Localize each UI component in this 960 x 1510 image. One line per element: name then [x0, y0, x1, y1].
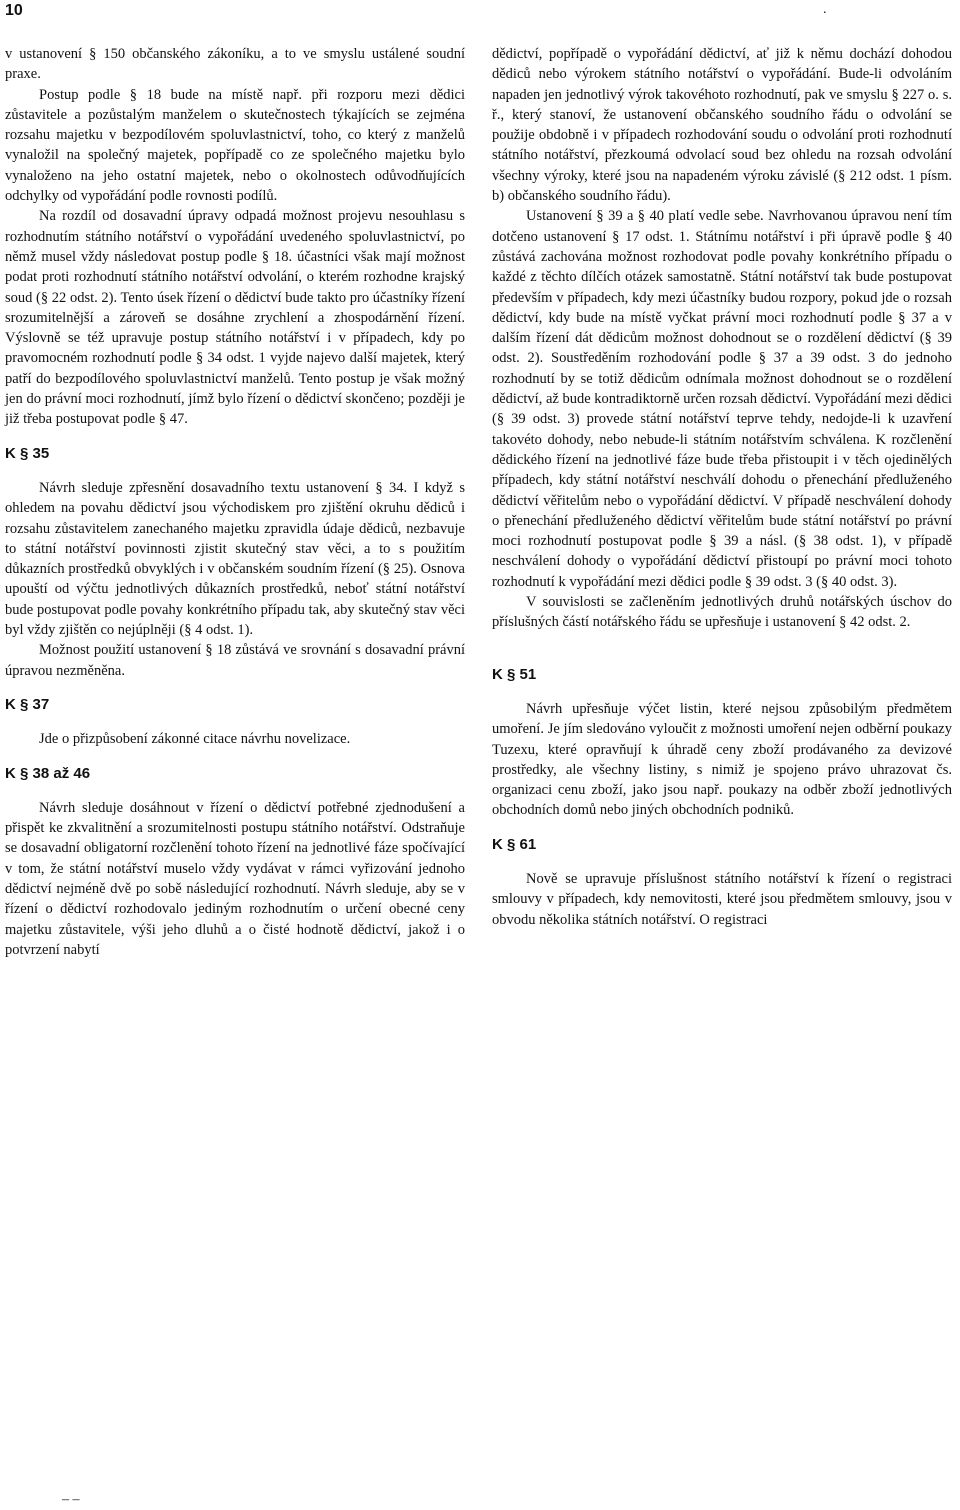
top-dot-mark: . — [823, 2, 827, 17]
page-number: 10 — [5, 2, 23, 19]
left-paragraph-1: v ustanovení § 150 občanského zákoníku, a to ve smyslu ustálené soudní praxe. — [5, 46, 465, 83]
bottom-dash-mark: – – — [62, 1492, 80, 1507]
section-heading-k35: K § 35 — [5, 444, 50, 462]
right-column — [492, 44, 952, 930]
left-paragraph-5: Možnost použití ustanovení § 18 zůstává ve srovnání s dosavadní právní úpravou nezměněna. — [5, 642, 465, 679]
left-paragraph-6: Jde o přizpůsobení zákonné citace návrhu novelizace. — [39, 731, 351, 748]
right-paragraph-1: dědictví, popřípadě o vypořádání dědictví, ať již k němu dochází dohodou dědiců nebo výrokem státního notářství o vypořádání. Bude-li odvoláním napaden jen jednotlivý výrok takovéhoto rozhodnutí, pak ve smyslu § 227 o. s. ř., který stanoví, že ustanovení občanského soudního řádu o odvolání se použije obdobně i v případech rozhodování soudu o odvolání proti rozhodnutí státního notářství, přezkoumá odvolací soud bez ohledu na rozsah odvolání všechny výroky, které jsou na napadeném výroku závislé (§ 212 odst. 1 písm. b) občanského soudního řádu). — [492, 46, 952, 205]
left-paragraph-3: Na rozdíl od dosavadní úpravy odpadá možnost projevu nesouhlasu s rozhodnutím státního notářství o vypořádání uvedeného spoluvlastnictví, po němž musel vždy následovat postup podle § 18. účastníci však mají možnost podat proti rozhodnutí státního notářství odvolání, o kterém rozhodne krajský soud (§ 22 odst. 2). Tento úsek řízení o dědictví bude takto pro účastníky řízení srozumitelnější a zároveň se dosáhne zrychlení a zhospodárnění řízení. Výslovně se též upravuje postup státního notářství i v případech, kdy po pravomocném rozhodnutí podle § 34 odst. 1 vyjde najevo další majetek, který patří do bezpodílového spoluvlastnictví manželů. Tento postup je však možný jen do právní moci rozhodnutí, jímž bylo řízení o dědictví skončeno; později je již třeba postupovat podle § 47. — [5, 208, 465, 428]
section-heading-k37: K § 37 — [5, 695, 50, 713]
section-heading-k61: K § 61 — [492, 835, 537, 853]
right-paragraph-4: Návrh upřesňuje výčet listin, které nejsou způsobilým předmětem umoření. Je jím sledováno vyloučit z možnosti umoření nejen odběrní poukazy Tuzexu, které opravňují k úhradě ceny zboží prodávaného za devizové prostředky, ale všechny listiny, s nimiž je spojeno právo uhrazovat čs. organizaci cenu zboží, jako jsou např. poukazy na odběr zboží jednotlivých obchodních domů nebo jiných obchodních podniků. — [492, 700, 952, 819]
right-paragraph-3: V souvislosti se začleněním jednotlivých druhů notářských úschov do příslušných částí notářského řádu se upřesňuje i ustanovení § 42 odst. 2. — [492, 594, 952, 631]
left-paragraph-2: Postup podle § 18 bude na místě např. při rozporu mezi dědici zůstavitele a pozůstalým manželem o skutečnostech týkajících se zejména rozsahu majetku v bezpodílovém spoluvlastnictví, toho, co který z manželů vynaložil na společný majetek, popřípadě co ze společného majetku bylo vynaloženo na jeho ostatní majetek, nebo o okolnostech odůvodňujících odchylky od vypořádání podle rovnosti podílů. — [5, 86, 465, 205]
section-heading-k38-46: K § 38 až 46 — [5, 764, 91, 782]
left-paragraph-7: Návrh sleduje dosáhnout v řízení o dědictví potřebné zjednodušení a přispět ke zkvalitnění a srozumitelnosti postupu státního notářství. Odstraňuje se dosavadní obligatorní rozčlenění tohoto řízení na jednotlivé fáze spočívající v tom, že státní notářství muselo vždy vydávat v rámci vyřizování jednoho dědictví nejméně dvě po sobě následující rozhodnutí. Návrh sleduje, aby se v řízení o dědictví rozhodovalo jediným rozhodnutím o určení obecné ceny majetku zůstavitele, výši jeho dluhů a o čisté hodnotě dědictví, jakož i o potvrzení nabytí — [5, 799, 465, 958]
left-column — [5, 44, 465, 960]
right-paragraph-2: Ustanovení § 39 a § 40 platí vedle sebe. Navrhovanou úpravou není tím dotčeno ustanovení § 17 odst. 1. Státnímu notářství i při úpravě podle § 40 zůstává zachována možnost rozhodovat podle povahy konkrétního případu o každé z těchto dílčích otázek samostatně. Státní notářství tak bude postupovat především v případech, kdy mezi účastníky budou rozpory, pokud jde o rozsah dědictví, kdy bude na místě vyčkat právní moci rozhodnutí podle § 37 a v dalším řízení dát dědicům možnost dohodnout se o rozdělení dědictví (§ 39 odst. 2). Soustředěním rozhodování podle § 37 a 39 odst. 3 do jednoho rozhodnutí by se totiž dědicům odnímala možnost dohodnout se o rozdělení dědictví, až bude kontradiktorně určen rozsah dědictví. Vypořádání mezi dědici (§ 39 odst. 3) provede státní notářství teprve tehdy, nedojde-li k uzavření takovéto dohody, nebo nebude-li státním notářstvím schválena. K rozčlenění dědického řízení na jednotlivé fáze bude třeba přistoupit i v těch ojedinělých případech, kdy státní notářství neschválí dohodu o přenechání předluženého dědictví věřitelům nebo o vypořádání dědictví. V případě neschválení dohody o přenechání předluženého dědictví věřitelům bude státní notářství po právní moci rozhodnutí postupovat podle § 39 a násl. (§ 38 odst. 1), v případě neschválení dohody o vypořádání dědictví přistoupí po právní moci tohoto rozhodnutí k vypořádání mezi dědici podle § 39 odst. 3 (§ 40 odst. 3). — [492, 208, 952, 590]
left-paragraph-4: Návrh sleduje zpřesnění dosavadního textu ustanovení § 34. I když s ohledem na povahu dědictví jsou východiskem pro zjištění okruhu dědiců i rozsahu zůstavitelem zanechaného majetku zpravidla údaje dědiců, nezbavuje to státní notářství povinnosti zjistit skutečný stav věci, a to s použitím důkazních prostředků obvyklých i v občanském soudním řízení (§ 25). Osnova upouští od výčtu jednotlivých důkazních prostředků, neboť státní notářství bude postupovat podle povahy konkrétního případu tak, aby skutečný stav věci byl vždy zjištěn co nejúplněji (§ 4 odst. 1). — [5, 479, 465, 639]
right-paragraph-5: Nově se upravuje příslušnost státního notářství k řízení o registraci smlouvy v případech, kdy nemovitosti, které jsou předmětem smlouvy, jsou v obvodu několika státních notářství. O registraci — [492, 870, 952, 928]
section-heading-k51: K § 51 — [492, 665, 537, 683]
